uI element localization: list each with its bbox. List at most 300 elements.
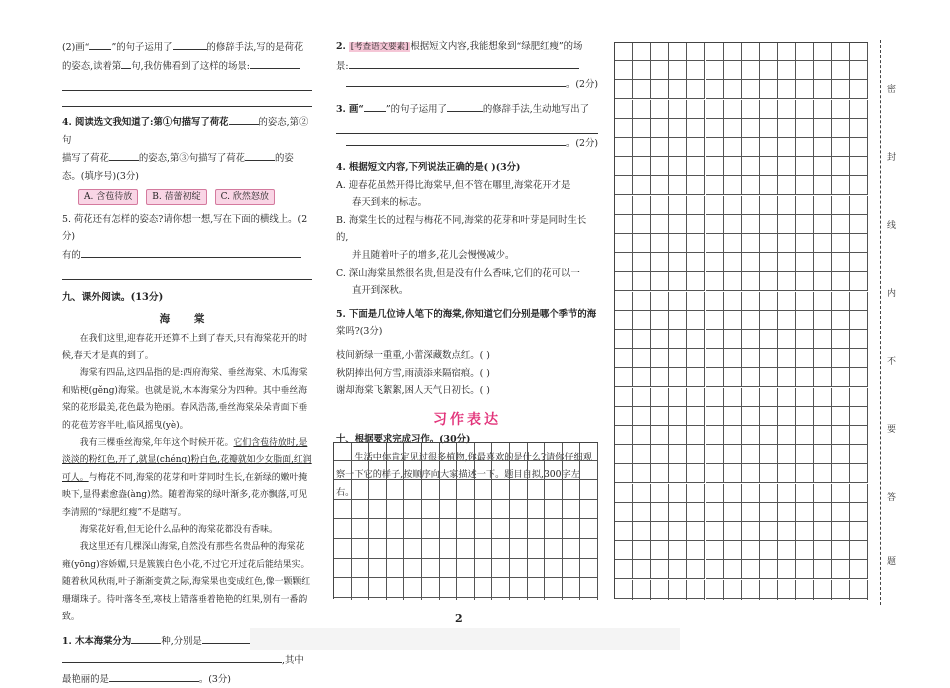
grid-cell[interactable] [724,197,742,215]
grid-cell[interactable] [528,541,546,559]
grid-cell[interactable] [369,443,387,461]
grid-cell[interactable] [742,177,760,195]
grid-cell[interactable] [387,463,405,481]
grid-cell[interactable] [387,521,405,539]
grid-cell[interactable] [669,523,687,541]
grid-cell[interactable] [687,293,705,311]
grid-cell[interactable] [778,427,796,445]
grid-cell[interactable] [615,62,633,80]
writing-grid[interactable] [333,442,598,599]
grid-cell[interactable] [832,273,850,291]
grid-cell[interactable] [850,331,868,349]
grid-cell[interactable] [615,273,633,291]
grid-cell[interactable] [440,561,458,579]
grid-cell[interactable] [633,197,651,215]
grid-cell[interactable] [706,120,724,138]
grid-cell[interactable] [475,580,493,598]
grid-cell[interactable] [706,561,724,579]
grid-cell[interactable] [706,177,724,195]
grid-cell[interactable] [760,43,778,61]
grid-cell[interactable] [633,43,651,61]
grid-cell[interactable] [457,521,475,539]
grid-cell[interactable] [724,485,742,503]
grid-cell[interactable] [545,541,563,559]
grid-cell[interactable] [796,139,814,157]
grid-cell[interactable] [633,139,651,157]
grid-cell[interactable] [760,523,778,541]
grid-cell[interactable] [669,427,687,445]
grid-cell[interactable] [724,177,742,195]
grid-cell[interactable] [706,542,724,560]
grid-cell[interactable] [760,120,778,138]
grid-cell[interactable] [760,158,778,176]
grid-cell[interactable] [687,177,705,195]
grid-cell[interactable] [492,482,510,500]
option-b[interactable]: B. 蓓蕾初绽 [146,189,206,205]
grid-cell[interactable] [334,521,352,539]
grid-cell[interactable] [687,504,705,522]
grid-cell[interactable] [492,541,510,559]
grid-cell[interactable] [633,254,651,272]
grid-cell[interactable] [760,62,778,80]
grid-cell[interactable] [687,331,705,349]
grid-cell[interactable] [633,465,651,483]
grid-cell[interactable] [778,369,796,387]
grid-cell[interactable] [724,389,742,407]
grid-cell[interactable] [832,254,850,272]
grid-cell[interactable] [633,81,651,99]
grid-cell[interactable] [832,235,850,253]
grid-cell[interactable] [615,350,633,368]
grid-cell[interactable] [651,446,669,464]
grid-cell[interactable] [615,427,633,445]
grid-cell[interactable] [440,482,458,500]
grid-cell[interactable] [760,485,778,503]
grid-cell[interactable] [742,446,760,464]
grid-cell[interactable] [563,541,581,559]
grid-cell[interactable] [528,463,546,481]
grid-cell[interactable] [545,463,563,481]
grid-cell[interactable] [334,561,352,579]
grid-cell[interactable] [510,561,528,579]
grid-cell[interactable] [669,62,687,80]
grid-cell[interactable] [760,369,778,387]
grid-cell[interactable] [687,43,705,61]
grid-cell[interactable] [778,312,796,330]
grid-cell[interactable] [669,177,687,195]
grid-cell[interactable] [814,581,832,599]
grid-cell[interactable] [510,463,528,481]
grid-cell[interactable] [814,81,832,99]
grid-cell[interactable] [832,62,850,80]
grid-cell[interactable] [475,443,493,461]
grid-cell[interactable] [492,521,510,539]
grid-cell[interactable] [352,541,370,559]
grid-cell[interactable] [814,312,832,330]
grid-cell[interactable] [651,197,669,215]
grid-cell[interactable] [440,502,458,520]
grid-cell[interactable] [492,463,510,481]
grid-cell[interactable] [760,216,778,234]
grid-cell[interactable] [706,523,724,541]
grid-cell[interactable] [778,81,796,99]
grid-cell[interactable] [651,101,669,119]
grid-cell[interactable] [832,523,850,541]
grid-cell[interactable] [633,581,651,599]
grid-cell[interactable] [742,235,760,253]
grid-cell[interactable] [742,389,760,407]
grid-cell[interactable] [352,482,370,500]
grid-cell[interactable] [563,561,581,579]
grid-cell[interactable] [796,350,814,368]
grid-cell[interactable] [850,504,868,522]
grid-cell[interactable] [334,502,352,520]
grid-cell[interactable] [796,120,814,138]
grid-cell[interactable] [615,139,633,157]
grid-cell[interactable] [742,331,760,349]
option-c[interactable]: C. 深山海棠虽然很名贵,但是没有什么香味,它们的花可以一 [336,267,580,279]
grid-cell[interactable] [706,350,724,368]
grid-cell[interactable] [778,561,796,579]
grid-cell[interactable] [724,408,742,426]
grid-cell[interactable] [778,523,796,541]
grid-cell[interactable] [669,216,687,234]
grid-cell[interactable] [580,521,598,539]
grid-cell[interactable] [387,482,405,500]
grid-cell[interactable] [814,293,832,311]
grid-cell[interactable] [850,523,868,541]
grid-cell[interactable] [687,485,705,503]
grid-cell[interactable] [669,581,687,599]
grid-cell[interactable] [457,482,475,500]
grid-cell[interactable] [814,273,832,291]
grid-cell[interactable] [510,580,528,598]
grid-cell[interactable] [760,504,778,522]
grid-cell[interactable] [724,504,742,522]
grid-cell[interactable] [651,331,669,349]
grid-cell[interactable] [633,62,651,80]
grid-cell[interactable] [545,482,563,500]
grid-cell[interactable] [687,465,705,483]
grid-cell[interactable] [687,120,705,138]
grid-cell[interactable] [615,216,633,234]
grid-cell[interactable] [814,427,832,445]
grid-cell[interactable] [334,443,352,461]
grid-cell[interactable] [742,408,760,426]
grid-cell[interactable] [563,443,581,461]
grid-cell[interactable] [687,446,705,464]
grid-cell[interactable] [669,139,687,157]
grid-cell[interactable] [528,561,546,579]
grid-cell[interactable] [651,235,669,253]
grid-cell[interactable] [475,561,493,579]
grid-cell[interactable] [669,446,687,464]
grid-cell[interactable] [706,465,724,483]
grid-cell[interactable] [580,561,598,579]
grid-cell[interactable] [760,408,778,426]
option-a[interactable]: A. 含苞待放 [78,189,138,205]
grid-cell[interactable] [422,541,440,559]
grid-cell[interactable] [615,504,633,522]
grid-cell[interactable] [724,81,742,99]
grid-cell[interactable] [832,139,850,157]
grid-cell[interactable] [850,542,868,560]
grid-cell[interactable] [580,482,598,500]
grid-cell[interactable] [814,350,832,368]
grid-cell[interactable] [724,350,742,368]
grid-cell[interactable] [615,312,633,330]
grid-cell[interactable] [850,216,868,234]
grid-cell[interactable] [528,443,546,461]
grid-cell[interactable] [742,561,760,579]
grid-cell[interactable] [633,350,651,368]
grid-cell[interactable] [724,293,742,311]
grid-cell[interactable] [369,482,387,500]
grid-cell[interactable] [352,561,370,579]
grid-cell[interactable] [706,369,724,387]
grid-cell[interactable] [796,427,814,445]
grid-cell[interactable] [651,408,669,426]
grid-cell[interactable] [422,463,440,481]
grid-cell[interactable] [778,389,796,407]
grid-cell[interactable] [850,43,868,61]
grid-cell[interactable] [778,177,796,195]
grid-cell[interactable] [687,139,705,157]
grid-cell[interactable] [440,580,458,598]
grid-cell[interactable] [850,312,868,330]
grid-cell[interactable] [724,139,742,157]
grid-cell[interactable] [760,101,778,119]
grid-cell[interactable] [369,502,387,520]
grid-cell[interactable] [850,197,868,215]
grid-cell[interactable] [615,235,633,253]
grid-cell[interactable] [778,331,796,349]
grid-cell[interactable] [760,254,778,272]
grid-cell[interactable] [706,485,724,503]
grid-cell[interactable] [687,81,705,99]
grid-cell[interactable] [742,350,760,368]
grid-cell[interactable] [687,197,705,215]
grid-cell[interactable] [457,443,475,461]
grid-cell[interactable] [814,561,832,579]
grid-cell[interactable] [404,561,422,579]
grid-cell[interactable] [760,312,778,330]
grid-cell[interactable] [404,541,422,559]
grid-cell[interactable] [334,463,352,481]
grid-cell[interactable] [404,502,422,520]
grid-cell[interactable] [832,408,850,426]
grid-cell[interactable] [814,465,832,483]
grid-cell[interactable] [669,504,687,522]
grid-cell[interactable] [457,463,475,481]
grid-cell[interactable] [832,293,850,311]
grid-cell[interactable] [580,443,598,461]
grid-cell[interactable] [352,443,370,461]
grid-cell[interactable] [778,43,796,61]
grid-cell[interactable] [850,427,868,445]
grid-cell[interactable] [440,463,458,481]
grid-cell[interactable] [615,43,633,61]
grid-cell[interactable] [850,293,868,311]
grid-cell[interactable] [706,389,724,407]
grid-cell[interactable] [796,177,814,195]
grid-cell[interactable] [724,446,742,464]
grid-cell[interactable] [778,504,796,522]
grid-cell[interactable] [651,254,669,272]
grid-cell[interactable] [651,293,669,311]
grid-cell[interactable] [814,542,832,560]
grid-cell[interactable] [651,158,669,176]
grid-cell[interactable] [850,177,868,195]
grid-cell[interactable] [457,502,475,520]
grid-cell[interactable] [742,197,760,215]
grid-cell[interactable] [440,521,458,539]
grid-cell[interactable] [651,542,669,560]
grid-cell[interactable] [687,350,705,368]
grid-cell[interactable] [457,580,475,598]
grid-cell[interactable] [651,350,669,368]
grid-cell[interactable] [687,427,705,445]
grid-cell[interactable] [760,561,778,579]
grid-cell[interactable] [615,331,633,349]
grid-cell[interactable] [814,523,832,541]
grid-cell[interactable] [778,485,796,503]
grid-cell[interactable] [742,542,760,560]
grid-cell[interactable] [724,465,742,483]
grid-cell[interactable] [687,523,705,541]
grid-cell[interactable] [404,443,422,461]
grid-cell[interactable] [651,504,669,522]
grid-cell[interactable] [724,427,742,445]
grid-cell[interactable] [633,389,651,407]
grid-cell[interactable] [724,561,742,579]
grid-cell[interactable] [814,197,832,215]
grid-cell[interactable] [633,235,651,253]
grid-cell[interactable] [492,502,510,520]
grid-cell[interactable] [850,369,868,387]
grid-cell[interactable] [724,235,742,253]
grid-cell[interactable] [778,542,796,560]
grid-cell[interactable] [528,482,546,500]
grid-cell[interactable] [563,463,581,481]
grid-cell[interactable] [706,158,724,176]
grid-cell[interactable] [850,389,868,407]
grid-cell[interactable] [832,81,850,99]
grid-cell[interactable] [528,580,546,598]
grid-cell[interactable] [669,369,687,387]
grid-cell[interactable] [651,177,669,195]
grid-cell[interactable] [724,369,742,387]
grid-cell[interactable] [814,120,832,138]
grid-cell[interactable] [633,408,651,426]
grid-cell[interactable] [724,62,742,80]
grid-cell[interactable] [651,139,669,157]
grid-cell[interactable] [778,197,796,215]
grid-cell[interactable] [742,369,760,387]
grid-cell[interactable] [615,158,633,176]
grid-cell[interactable] [832,197,850,215]
grid-cell[interactable] [706,312,724,330]
grid-cell[interactable] [457,561,475,579]
grid-cell[interactable] [814,101,832,119]
grid-cell[interactable] [796,504,814,522]
grid-cell[interactable] [814,158,832,176]
grid-cell[interactable] [545,521,563,539]
grid-cell[interactable] [760,139,778,157]
grid-cell[interactable] [796,197,814,215]
grid-cell[interactable] [669,389,687,407]
grid-cell[interactable] [742,427,760,445]
grid-cell[interactable] [742,465,760,483]
grid-cell[interactable] [778,101,796,119]
grid-cell[interactable] [742,101,760,119]
grid-cell[interactable] [651,312,669,330]
grid-cell[interactable] [814,62,832,80]
grid-cell[interactable] [760,273,778,291]
grid-cell[interactable] [778,62,796,80]
grid-cell[interactable] [422,521,440,539]
grid-cell[interactable] [742,273,760,291]
grid-cell[interactable] [387,541,405,559]
grid-cell[interactable] [742,216,760,234]
grid-cell[interactable] [850,62,868,80]
grid-cell[interactable] [633,158,651,176]
grid-cell[interactable] [651,43,669,61]
grid-cell[interactable] [850,581,868,599]
grid-cell[interactable] [510,482,528,500]
grid-cell[interactable] [615,523,633,541]
grid-cell[interactable] [510,541,528,559]
grid-cell[interactable] [615,197,633,215]
grid-cell[interactable] [832,158,850,176]
grid-cell[interactable] [760,446,778,464]
grid-cell[interactable] [832,504,850,522]
grid-cell[interactable] [832,389,850,407]
grid-cell[interactable] [651,62,669,80]
grid-cell[interactable] [440,443,458,461]
grid-cell[interactable] [760,235,778,253]
grid-cell[interactable] [742,139,760,157]
grid-cell[interactable] [832,465,850,483]
grid-cell[interactable] [796,158,814,176]
grid-cell[interactable] [850,120,868,138]
grid-cell[interactable] [706,331,724,349]
grid-cell[interactable] [633,120,651,138]
grid-cell[interactable] [796,542,814,560]
grid-cell[interactable] [778,254,796,272]
grid-cell[interactable] [706,62,724,80]
grid-cell[interactable] [669,312,687,330]
grid-cell[interactable] [580,580,598,598]
grid-cell[interactable] [440,541,458,559]
grid-cell[interactable] [706,408,724,426]
grid-cell[interactable] [742,120,760,138]
grid-cell[interactable] [615,177,633,195]
grid-cell[interactable] [796,43,814,61]
grid-cell[interactable] [760,331,778,349]
option-c[interactable]: C. 欣然怒放 [215,189,275,205]
grid-cell[interactable] [814,485,832,503]
grid-cell[interactable] [669,485,687,503]
grid-cell[interactable] [669,43,687,61]
grid-cell[interactable] [796,369,814,387]
grid-cell[interactable] [796,254,814,272]
grid-cell[interactable] [615,485,633,503]
grid-cell[interactable] [832,581,850,599]
grid-cell[interactable] [687,369,705,387]
grid-cell[interactable] [615,81,633,99]
grid-cell[interactable] [814,369,832,387]
